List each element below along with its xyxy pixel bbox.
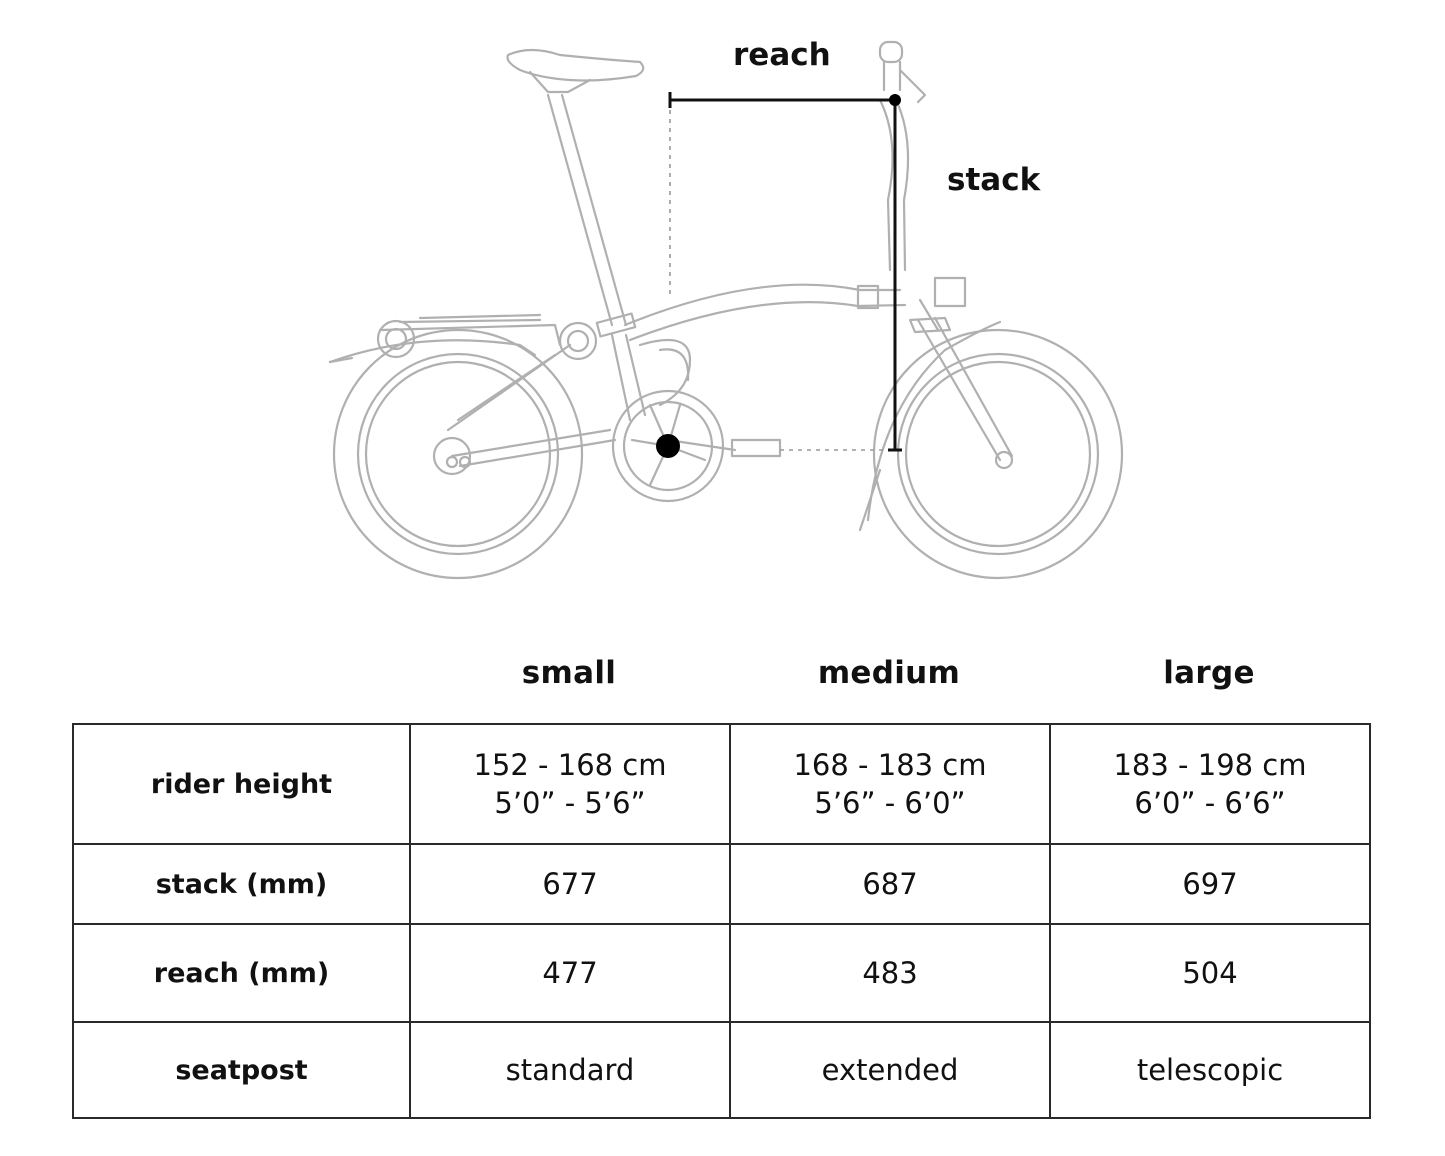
table-cell: 504 <box>1050 924 1370 1022</box>
cell-line-metric: 168 - 183 cm <box>793 748 987 782</box>
table-cell: standard <box>410 1022 730 1118</box>
table-cell <box>730 724 1050 844</box>
row-label-stack: stack (mm) <box>73 844 410 924</box>
cell-line-imperial: 5’0” - 5’6” <box>494 786 646 820</box>
cell-line-imperial: 6’0” - 6’6” <box>1134 786 1286 820</box>
table-cell: 687 <box>730 844 1050 924</box>
column-header-medium: medium <box>817 655 961 691</box>
handlebar-point-marker <box>889 94 901 106</box>
row-label-reach: reach (mm) <box>73 924 410 1022</box>
size-table <box>72 723 1371 1119</box>
table-row <box>73 924 1370 1022</box>
column-header-small: small <box>521 655 617 691</box>
column-header-large: large <box>1163 655 1255 691</box>
table-cell: 477 <box>410 924 730 1022</box>
table-cell: 483 <box>730 924 1050 1022</box>
cell-line-imperial: 5’6” - 6’0” <box>814 786 966 820</box>
cell-line-metric: 152 - 168 cm <box>473 748 667 782</box>
table-cell <box>1050 724 1370 844</box>
bike-outline <box>330 42 1122 578</box>
table-cell: telescopic <box>1050 1022 1370 1118</box>
table-row <box>73 844 1370 924</box>
bottom-bracket-marker <box>656 434 680 458</box>
table-row <box>73 1022 1370 1118</box>
table-cell: 677 <box>410 844 730 924</box>
row-label-seatpost: seatpost <box>73 1022 410 1118</box>
table-row <box>73 724 1370 844</box>
cell-line-metric: 183 - 198 cm <box>1113 748 1307 782</box>
stack-label: stack <box>947 162 1041 198</box>
table-cell: 697 <box>1050 844 1370 924</box>
reach-label: reach <box>733 37 831 73</box>
row-label-rider-height: rider height <box>73 724 410 844</box>
table-cell <box>410 724 730 844</box>
table-cell: extended <box>730 1022 1050 1118</box>
